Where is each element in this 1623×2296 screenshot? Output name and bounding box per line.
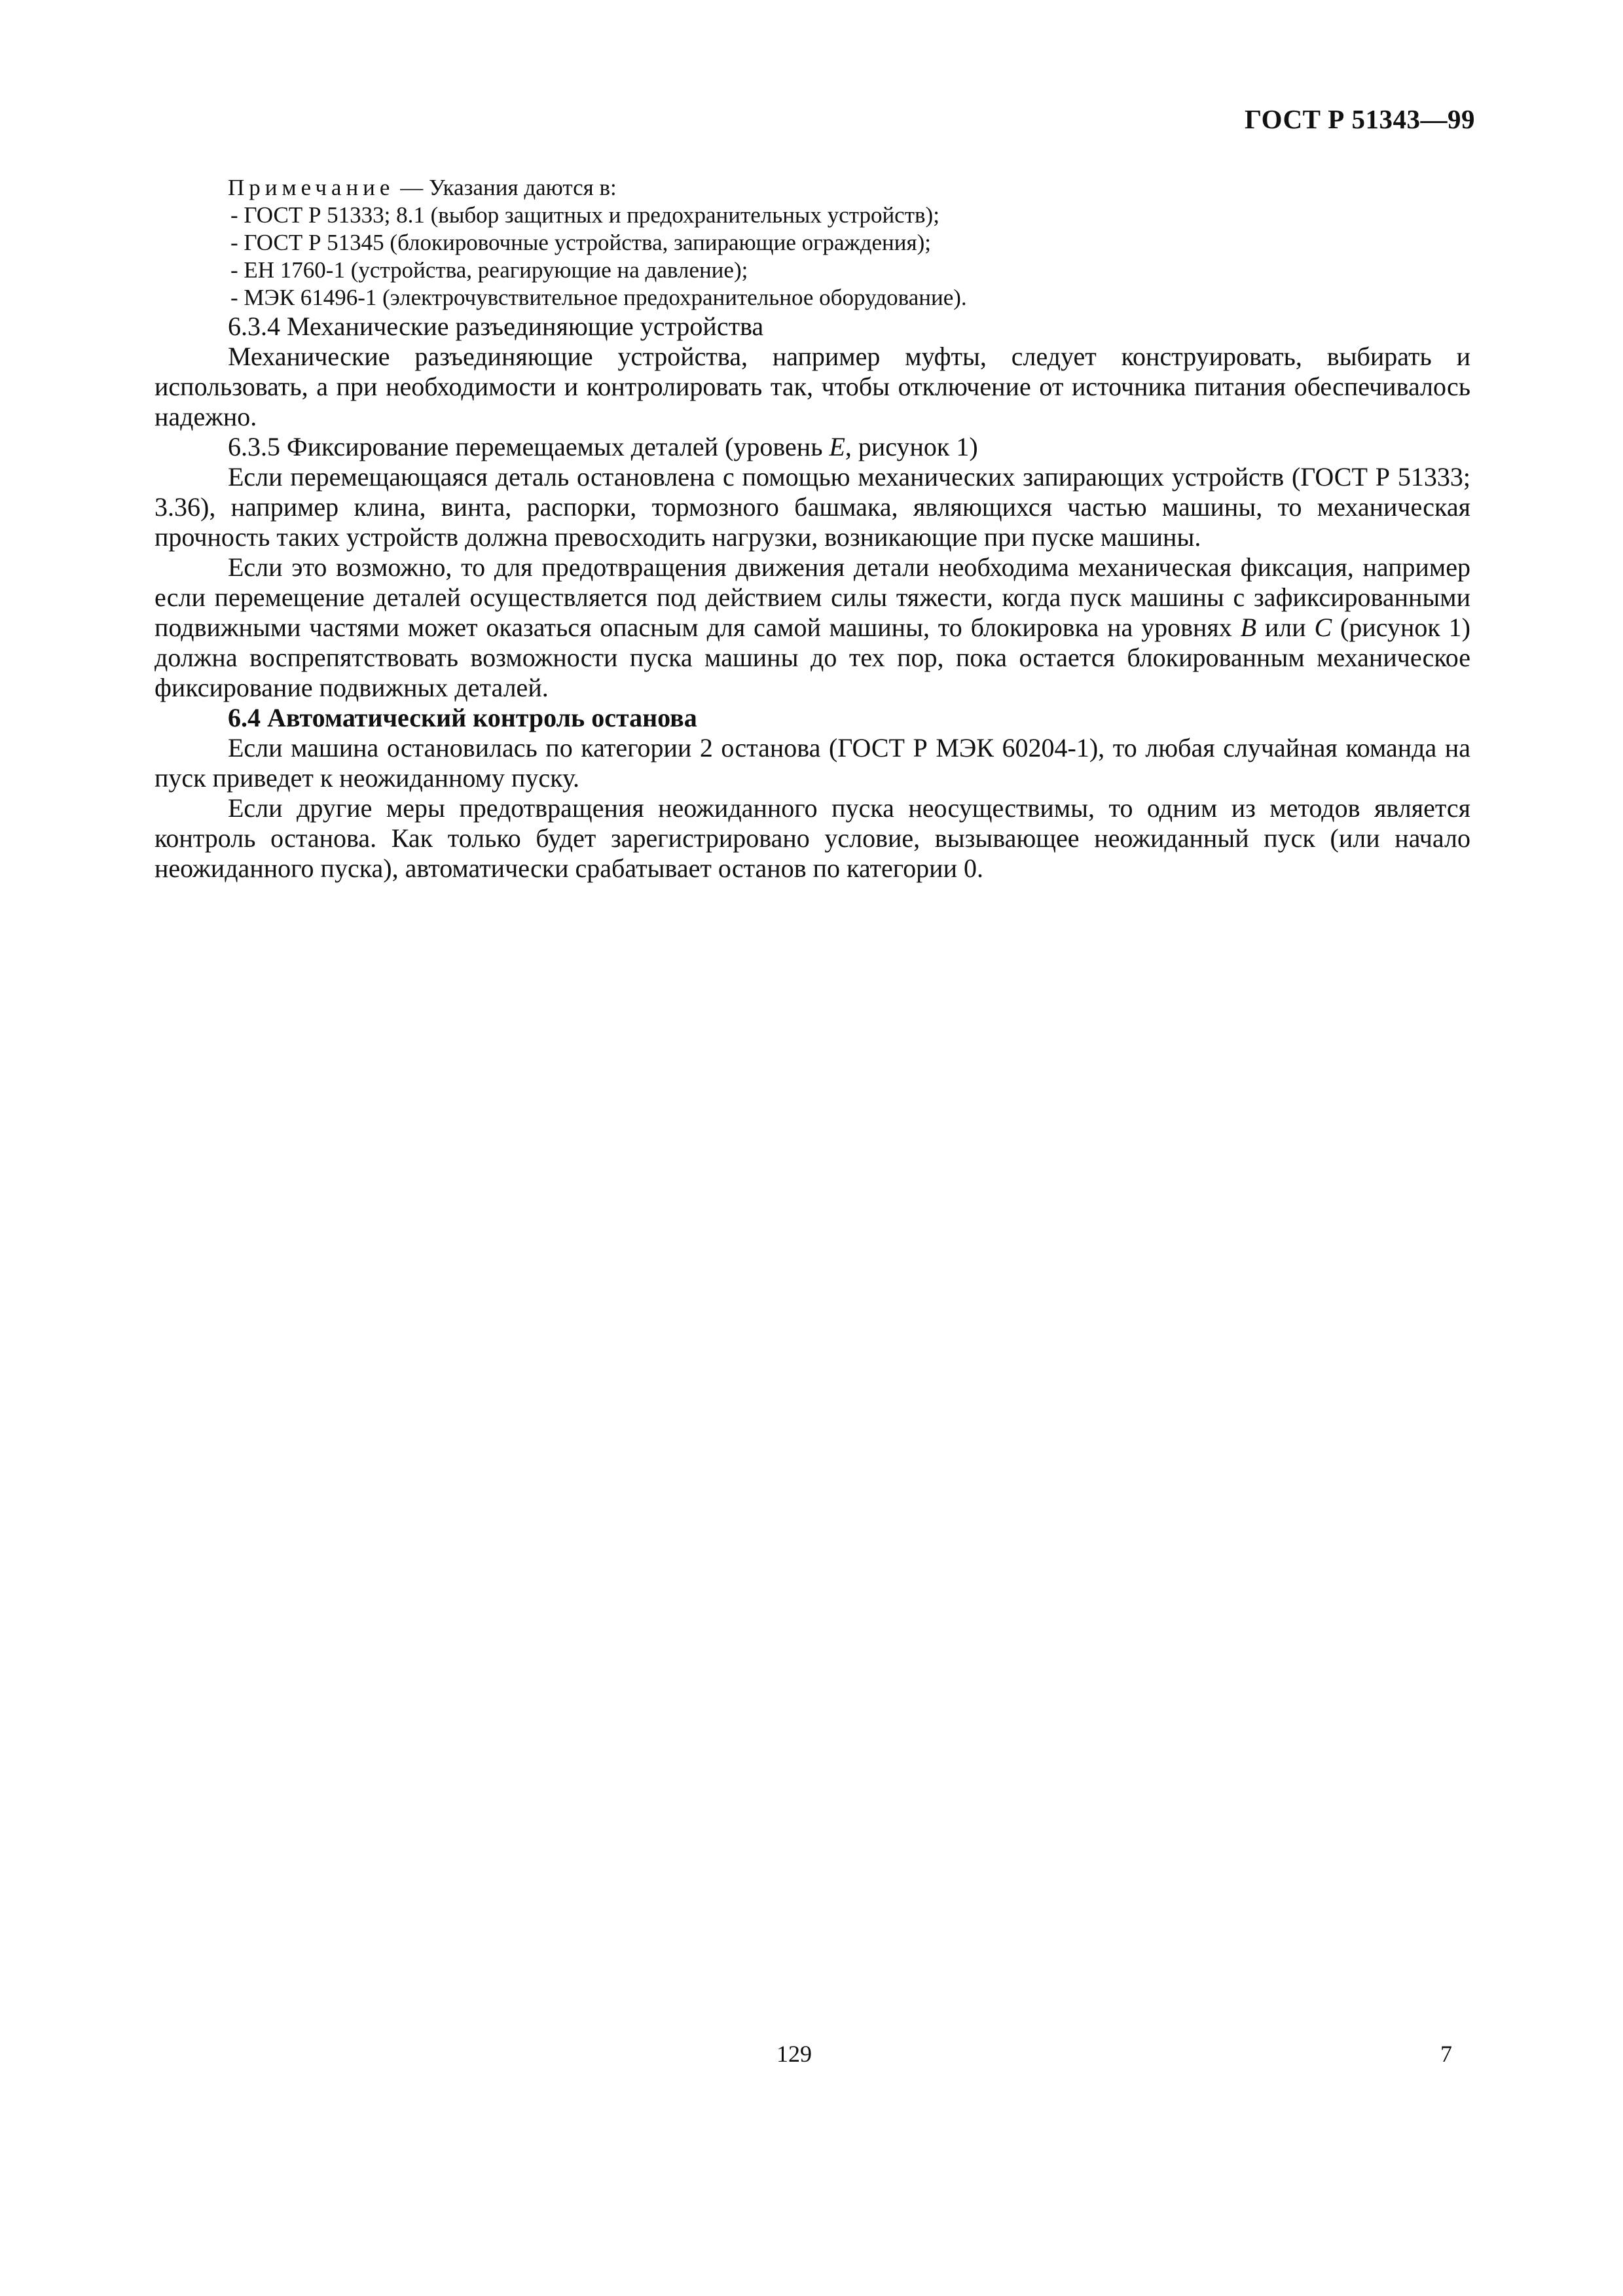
level-c: C	[1314, 613, 1332, 642]
document-header: ГОСТ Р 51343—99	[1245, 104, 1475, 134]
note-block	[155, 174, 1470, 312]
section-634-paragraph: Механические разъединяющие устройства, например муфты, следует конструировать, выбирать и использовать, а при необходимости и контролировать так, чтобы отключение от источника питания обеспечивалось надежно.	[155, 342, 1470, 431]
sheet-number: 7	[1440, 2041, 1452, 2067]
page-number: 129	[776, 2041, 812, 2067]
section-64-paragraph-1: Если машина остановилась по категории 2 останова (ГОСТ Р МЭК 60204-1), то любая случайная команда на пуск приведет к неожиданному пуску.	[155, 733, 1470, 793]
section-635-heading	[155, 432, 1470, 462]
note-item: - МЭК 61496-1 (электрочувствительное предохранительное оборудование).	[230, 285, 967, 310]
level-b: B	[1240, 613, 1257, 642]
section-635-heading-tail: , рисунок 1)	[845, 432, 978, 461]
paragraph-text: Если это возможно, то для предотвращения движения детали необходима механическая фиксация, например если перемещение деталей осуществляется под действием силы тяжести, когда пуск машины с зафиксированными подвижными частями может оказаться опасным для самой машины, то блокировка на уровнях	[155, 552, 1470, 642]
paragraph-text: или	[1256, 613, 1315, 642]
note-intro-text: — Указания даются в:	[394, 175, 617, 200]
section-635-heading-text: 6.3.5 Фиксирование перемещаемых деталей (уровень	[228, 432, 830, 461]
section-635-heading-level: E	[829, 432, 845, 461]
section-64-heading: 6.4 Автоматический контроль останова	[228, 703, 697, 732]
note-intro	[228, 174, 1470, 202]
section-64-paragraph-2: Если другие меры предотвращения неожиданного пуска неосуществимы, то одним из методов является контроль останова. Как только будет зарегистрировано условие, вызывающее неожиданный пуск (или начало неожиданного пуска), автоматически срабатывает останов по категории 0.	[155, 793, 1470, 883]
document-body	[155, 174, 1470, 884]
section-635-paragraph-2	[155, 552, 1470, 703]
paragraph-text: (рисунок 1) должна воспрепятствовать возможности пуска машины до тех пор, пока остается блокированным механическое фиксирование подвижных деталей.	[155, 613, 1470, 702]
note-item: - ЕН 1760-1 (устройства, реагирующие на давление);	[230, 257, 748, 283]
section-634-heading: 6.3.4 Механические разъединяющие устройства	[228, 312, 764, 341]
section-635-paragraph-1: Если перемещающаяся деталь остановлена с помощью механических запирающих устройств (ГОСТ Р 51333; 3.36), например клина, винта, распорки, тормозного башмака, являющихся частью машины, то механическая прочность таких устройств должна превосходить нагрузки, возникающие при пуске машины.	[155, 462, 1470, 552]
note-item: - ГОСТ Р 51333; 8.1 (выбор защитных и предохранительных устройств);	[230, 202, 939, 228]
note-item: - ГОСТ Р 51345 (блокировочные устройства, запирающие ограждения);	[230, 230, 931, 255]
note-label: Примечание	[228, 175, 395, 200]
